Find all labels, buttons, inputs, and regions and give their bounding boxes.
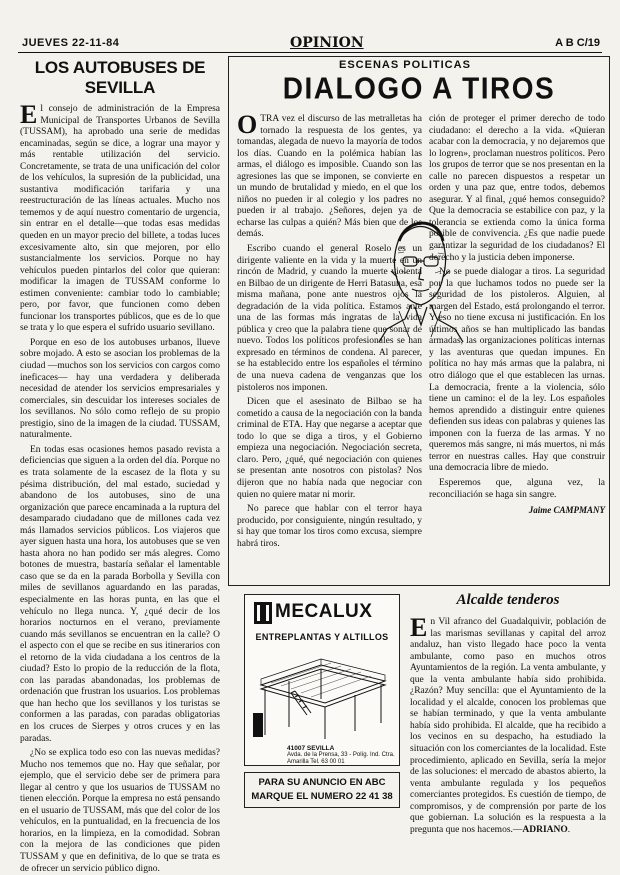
feature-column-1 bbox=[237, 110, 422, 580]
author-signature: ADRIANO bbox=[522, 824, 568, 835]
paragraph: Escribo cuando el general Roselo es un dirigente valiente en la vida y la muerte en un rincón de Madrid, y cuando la muerte violenta en Bilbao de un dirigente de Herri Batasuna, esa misma mañana, pone ante nuestros ojos la degradación de la vida política. Estamos ante una de las formas más ingratas de la vida pública y creo que la palabra tiene que sonar de nuevo. Todos los políticos profesionales se han expresado en términos de condena. Al parecer, se ha establecido entre los españoles el término de una nueva cadena de venganzas que los pistoleros nos imponen. bbox=[237, 244, 422, 393]
feature-kicker: ESCENAS POLITICAS bbox=[339, 59, 471, 71]
paragraph: No se puede dialogar a tiros. La seguridad por la que luchamos todos no puede ser la seguridad de los pistoleros. Alguien, al margen del Estado, está prolongando el terror. Y eso no tiene excusa ni justificación. En los últimos años se han multiplicado las bandas armadas, las organizaciones políticas internas y las aventuras que quedan impunes. En política no hay más armas que la palabra, ni otro diálogo que el que establecen las urnas. La democracia, frente a la violencia, sólo tiene un camino: el de la ley. Los españoles hemos aprendido a distinguir entre quienes defienden sus ideas con palabras y quienes las imponen con la fuerza de las armas. Y no queremos más sangre, ni más muertos, ni más terror en nuestras calles. Hay que construir una democracia libre de miedo. bbox=[429, 267, 605, 474]
issue-date: JUEVES 22-11-84 bbox=[22, 37, 120, 49]
ad-city: 41007 SEVILLA bbox=[287, 745, 335, 752]
left-article bbox=[20, 58, 220, 874]
dropcap: O bbox=[237, 110, 258, 139]
ad-tagline: ENTREPLANTAS Y ALTILLOS bbox=[255, 632, 389, 642]
paragraph: No parece que hablar con el terror haya producido, por consiguiente, ningún resultado, y si hay que tomar los tiros como excusa, siempre habrá tiros. bbox=[237, 504, 422, 549]
classified-ad-box bbox=[244, 772, 400, 808]
mezzanine-illustration bbox=[251, 645, 395, 741]
paragraph: n Vil afranco del Guadalquivir, población de las marismas sevillanas y capital del arroz andaluz, han visto llegado hace poco la venta ambulante, como paso en muchos otros Ayuntamientos de la región. La venta ambulante, y que la venta ambulante había sido prohibida. ¿Razón? Muy sencilla: que el Ayuntamiento de la localidad y el alcalde, conocen los problemas que se habían terminado, y que la venta ambulante había sido prohibida. El alcalde, que ha recibido a los vecinos en su despacho, ha estudiado la situación con los comerciantes de la localidad. Este procedimiento, aplicado en Sevilla, sería la mejor de las soluciones: el mercado de abastos abierto, la venta ambulante regulada y los pequeños comerciantes protegidos. Es cuestión de tiempo, de compromisos, y de comprensión por parte de los que gobiernan. La solución es la respuesta a la pregunta que nos hacemos. bbox=[410, 617, 606, 835]
section-name: OPINION bbox=[290, 35, 364, 51]
mecalux-advertisement bbox=[244, 594, 400, 766]
ad-box-line-2: MARQUE EL NUMERO 22 41 38 bbox=[251, 791, 393, 802]
right-article-body: En Vil afranco del Guadalquivir, población de las marismas sevillanas y capital del arroz andaluz, han visto llegado hace poco la venta ambulante, como paso en muchos otros Ayuntamientos de la región. La venta ambulante, y que la venta ambulante había sido prohibida. ¿Razón? Muy sencilla: que el Ayuntamiento de la localidad y el alcalde, conocen los problemas que se habían terminado, y que la venta ambulante había sido prohibida. El alcalde, que ha recibido a los vecinos en su despacho, ha estudiado la situación con los comerciantes de la localidad. Este procedimiento, aplicado en Sevilla, sería la mejor de las soluciones: el mercado de abastos abierto, la venta ambulante regulada y los pequeños comerciantes protegidos. Es cuestión de tiempo, de compromisos, y de comprensión por parte de los que gobiernan. La solución es la respuesta a la pregunta que nos hacemos.—ADRIANO. bbox=[410, 613, 606, 835]
header-rule bbox=[18, 52, 602, 53]
paragraph: ¿No se explica todo eso con las nuevas medidas? Mucho nos tememos que no. Hay que señalar, por ejemplo, que el servicio debe ser de primera para llegar al centro y que los usuarios de TUSSAM no tienen elección. Porque la empresa no está pensando en el usuario de TUSSAM, más que del color de los vehículos, en la puntualidad, en la frecuencia de los horarios, en la limpieza, en la comodidad. Sobran con la mejora de las condiciones que piden TUSSAM y que en definitiva, de lo que se trata es de ofrecer un servicio público digno. bbox=[20, 748, 220, 874]
right-article-title: Alcalde tenderos bbox=[456, 592, 560, 608]
page-number: A B C/19 bbox=[555, 37, 600, 49]
ad-brand: MECALUX bbox=[275, 601, 373, 622]
left-article-body bbox=[20, 100, 220, 875]
paragraph: Esperemos que, alguna vez, la reconciliación se haga sin sangre. bbox=[429, 477, 605, 500]
paragraph: Porque en eso de los autobuses urbanos, llueve sobre mojado. A esto se asocian los problemas de la ciudad —muchos son los servicios con cargos como ineficaces— hay una verdadera y deliberada necesidad de atender los servicios empresariales y comerciales, sin descuidar los intereses sociales de los sevillanos. No sólo como reflejo de su propio prestigio, sino de la imagen de la ciudad. TUSSAM, naturalmente. bbox=[20, 337, 220, 441]
paragraph: En todas esas ocasiones hemos pasado revista a deficiencias que siguen a la orden del día. Porque no es trata solamente de la escasez de la flota y su pésima distribución, del mal estado, suciedad y abandono de los autobuses, sino de una organización que parece encaminada a la ruptura del desamparado ciudadano que de millones cada vez más llamados servicios públicos. Los viajeros que ayer siguen hasta una hora, los autobuses que se ven hasta ahora no han podido ser más alegres. Como botones de muestra, bastaría señalar el lamentable caso que se da en la parada Borbolla y Sevilla con miles de sevillanos aguardando en las paradas, especialmente en las horas punta, en las que el vehículo no llega nunca. Y, ¿qué decir de los horarios nocturnos en el verano, previamente cuando más sevillanos se encuentran en la calle? O el aspecto con el que se recibe en sus itinerarios con el retorno de la vida ciudadana a los centros de la ciudad? Esto lo propio de la reducción de la flota, con las paradas abandonadas, los problemas de ordenación que frustran los usuarios. Los problemas que han hecho que los sevillanos y los turistas se conformen a las paradas, con paradas obligatorias en los cruces de Sierpes y otros cruces y en las paradas. bbox=[20, 444, 220, 744]
ad-box-line-1: PARA SU ANUNCIO EN ABC bbox=[258, 777, 386, 788]
author-signature: Jaime CAMPMANY bbox=[528, 505, 605, 516]
feature-title: DIALOGO A TIROS bbox=[282, 71, 556, 106]
paragraph: l consejo de administración de la Empresa Municipal de Transportes Urbanos de Sevilla (TUSSAM), ha aprobado una serie de medidas encaminadas, según se dice, a lograr una mayor y más rentable utilización del servicio. Concretamente, se trata de una unificación del color de los vehículos, la supresión de la publicidad, una sustantiva modificación tarifaria y una reestructuración de las líneas actuales. Mucho nos tememos y de aquí nuestro comentario de urgencia, sin entrar en el detalle—que todas esas medidas queden en un mayor precio del billete, a todas luces excesivamente alto, sin que mejoren, por ello sustancialmente los servicios. Porque no hay vehículos pueden pintarlos del color que quieran: modificar la imagen de TUSSAM conforme lo estimen conveniente: cambiar todo lo cambiable; pero, por favor, que funcionen como deben funcionar los transportes públicos, que es de lo que se trata y lo que espera el sufrido usuario sevillano. bbox=[20, 104, 220, 334]
page-header bbox=[0, 0, 620, 52]
left-article-title: LOS AUTOBUSES DE SEVILLA bbox=[34, 58, 206, 97]
paragraph: TRA vez el discurso de las metralletas ha tornado la respuesta de los gentes, ya tomandas, alegada de nuevo la mayoría de todos los días. Cuando en la polémica habían las armas, el diálogo es imposible. Cuando son las agresiones las que se imponen, se convierte en un mundo de brutalidad y miedo, en el que los niños no pueden ir al colegio y los padres no pueden ir al trabajo. ¿Señores, dejen ya de echarse las culpas a quién? Más bien que de los demás. bbox=[237, 114, 422, 240]
paragraph: ción de proteger el primer derecho de todo ciudadano: el derecho a la vida. «Quieran acabar con la democracia, y no dejaremos que lo logren», proclaman nuestros políticos. Pero los grupos de terror que se nos presentan en la calle no parecen dispuestos a respetar un orden y una paz que, entre todos, debemos asegurar. Y al final, ¿qué hemos conseguido? Que la democracia se estabilice con paz, y la tolerancia se extienda como la única forma posible de convivencia. ¿Es que nadie puede garantizar la seguridad de los ciudadanos? El derecho y la justicia deben imponerse. bbox=[429, 114, 605, 263]
right-article bbox=[410, 592, 606, 835]
dropcap: E bbox=[410, 613, 428, 642]
feature-article bbox=[228, 56, 610, 586]
paragraph: Dicen que el asesinato de Bilbao se ha cometido a causa de la negociación con la banda criminal de ETA. Hay que negarse a aceptar que todo lo que se diga a tiros, y el Gobierno empieza una negociación. Negociación secreta, claro. Pero, ¿qué, qué negociación con quienes se presentan ante nosotros con pistolas? Nos dijeron que no había nada que negociar con quien no quiere matar ni morir. bbox=[237, 397, 422, 500]
feature-column-2 bbox=[429, 114, 605, 580]
mecalux-logo-icon bbox=[253, 601, 273, 625]
dropcap: E bbox=[20, 100, 38, 129]
ad-address: Avda. de la Prensa, 33 - Políg. Ind. Ctra. Amarilla Tel. 63 00 01 bbox=[287, 752, 395, 765]
